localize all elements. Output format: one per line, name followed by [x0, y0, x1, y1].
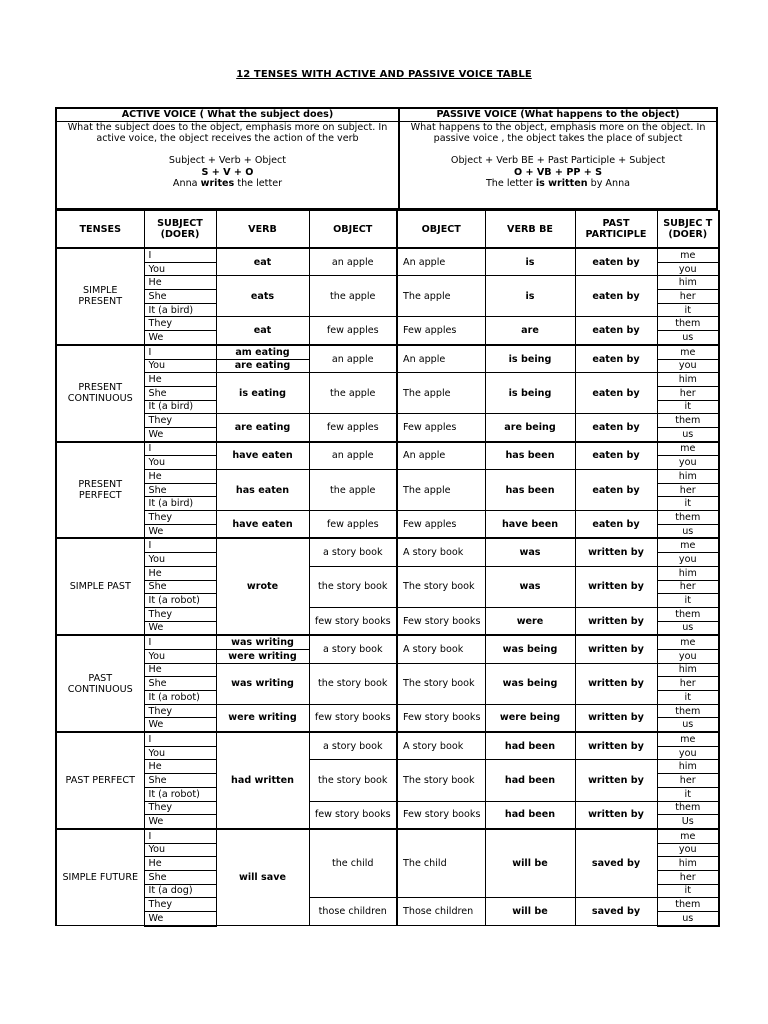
active-subject: He [144, 470, 216, 484]
passive-subject: him [657, 857, 719, 871]
active-subject: They [144, 801, 216, 815]
document-title: 12 TENSES WITH ACTIVE AND PASSIVE VOICE TABLE [236, 69, 532, 80]
past-participle: eaten by [575, 276, 657, 317]
passive-subject: you [657, 359, 719, 373]
active-subject: I [144, 248, 216, 262]
past-participle: written by [575, 566, 657, 607]
verb: have eaten [216, 442, 309, 470]
passive-subject: you [657, 262, 719, 276]
passive-subject: me [657, 829, 719, 843]
table-row [56, 276, 719, 290]
active-object: few story books [309, 704, 397, 732]
table-row [56, 317, 719, 331]
verb: are eating [216, 414, 309, 442]
tenses-table [55, 210, 720, 927]
verb: was writing [216, 635, 309, 649]
passive-object: The apple [397, 276, 485, 317]
passive-subject: us [657, 912, 719, 926]
verb-be: are [485, 317, 575, 345]
active-subject: I [144, 732, 216, 746]
header-active-object: OBJECT [309, 211, 397, 249]
active-object: the story book [309, 663, 397, 704]
active-subject: They [144, 511, 216, 525]
passive-voice-heading: PASSIVE VOICE (What happens to the object) [400, 109, 716, 122]
passive-subject: us [657, 331, 719, 345]
passive-subject: it [657, 691, 719, 705]
past-participle: written by [575, 760, 657, 801]
verb: had written [216, 732, 309, 829]
active-subject: It (a bird) [144, 400, 216, 414]
active-subject: She [144, 483, 216, 497]
voice-definitions [55, 107, 718, 210]
tense-name: PAST PERFECT [56, 732, 144, 829]
passive-subject: me [657, 248, 719, 262]
active-subject: You [144, 843, 216, 857]
active-object: a story book [309, 538, 397, 566]
past-participle: written by [575, 607, 657, 635]
passive-object: The child [397, 829, 485, 898]
passive-subject: him [657, 470, 719, 484]
active-subject: He [144, 566, 216, 580]
passive-subject: her [657, 483, 719, 497]
active-subject: They [144, 414, 216, 428]
passive-subject: us [657, 524, 719, 538]
past-participle: eaten by [575, 442, 657, 470]
active-subject: He [144, 373, 216, 387]
active-voice-box [57, 109, 400, 208]
active-subject: He [144, 276, 216, 290]
table-row [56, 442, 719, 456]
verb-be: had been [485, 801, 575, 829]
passive-subject: me [657, 635, 719, 649]
table-row [56, 470, 719, 484]
active-subject: They [144, 317, 216, 331]
past-participle: eaten by [575, 345, 657, 373]
active-object: the apple [309, 373, 397, 414]
passive-subject: it [657, 497, 719, 511]
active-object: the apple [309, 470, 397, 511]
verb: has eaten [216, 470, 309, 511]
passive-subject: me [657, 538, 719, 552]
verb-be: have been [485, 511, 575, 539]
table-row [56, 511, 719, 525]
active-subject: He [144, 663, 216, 677]
active-subject: You [144, 553, 216, 567]
active-subject: She [144, 386, 216, 400]
passive-object: Few apples [397, 511, 485, 539]
active-subject: We [144, 718, 216, 732]
passive-object: The apple [397, 470, 485, 511]
active-subject: You [144, 359, 216, 373]
passive-object: Those children [397, 898, 485, 926]
passive-subject: them [657, 801, 719, 815]
active-subject: You [144, 456, 216, 470]
table-row [56, 732, 719, 746]
active-subject: She [144, 774, 216, 788]
header-tenses: TENSES [56, 211, 144, 249]
active-subject: They [144, 607, 216, 621]
active-voice-heading: ACTIVE VOICE ( What the subject does) [57, 109, 398, 122]
table-row [56, 663, 719, 677]
table-row [56, 704, 719, 718]
passive-subject: them [657, 414, 719, 428]
passive-object: Few story books [397, 607, 485, 635]
verb-be: is being [485, 373, 575, 414]
past-participle: eaten by [575, 248, 657, 276]
verb-be: are being [485, 414, 575, 442]
active-object: an apple [309, 345, 397, 373]
passive-object: A story book [397, 635, 485, 663]
passive-object: An apple [397, 248, 485, 276]
active-voice-example: Anna writes the letter [172, 177, 283, 189]
active-subject: It (a bird) [144, 497, 216, 511]
active-subject: They [144, 898, 216, 912]
table-row [56, 345, 719, 359]
verb-be: is being [485, 345, 575, 373]
passive-subject: him [657, 276, 719, 290]
table-row [56, 635, 719, 649]
passive-subject: me [657, 732, 719, 746]
passive-voice-formula: Object + Verb BE + Past Participle + Subject [450, 155, 666, 167]
active-subject: You [144, 746, 216, 760]
active-subject: You [144, 649, 216, 663]
table-row [56, 538, 719, 552]
verb: wrote [216, 538, 309, 635]
passive-subject: him [657, 566, 719, 580]
passive-subject: him [657, 663, 719, 677]
active-object: few apples [309, 317, 397, 345]
verb-be: has been [485, 470, 575, 511]
passive-subject: it [657, 884, 719, 898]
verb: were writing [216, 704, 309, 732]
passive-subject: him [657, 373, 719, 387]
verb-be: was [485, 566, 575, 607]
active-subject: They [144, 704, 216, 718]
active-object: the story book [309, 566, 397, 607]
past-participle: written by [575, 663, 657, 704]
header-passive-subject: SUBJEC T (DOER) [657, 211, 719, 249]
passive-subject: her [657, 870, 719, 884]
tense-name: SIMPLE PAST [56, 538, 144, 635]
passive-voice-box [400, 109, 716, 208]
past-participle: saved by [575, 829, 657, 898]
passive-object: Few story books [397, 704, 485, 732]
active-subject: I [144, 442, 216, 456]
past-participle: eaten by [575, 373, 657, 414]
active-voice-short-formula: S + V + O [201, 166, 254, 178]
active-subject: I [144, 345, 216, 359]
passive-subject: you [657, 456, 719, 470]
verb-be: had been [485, 760, 575, 801]
past-participle: eaten by [575, 470, 657, 511]
active-voice-description: What the subject does to the object, emphasis more on subject. In active voice, the object receives the action of the verb [67, 122, 388, 145]
passive-subject: them [657, 511, 719, 525]
active-subject: I [144, 635, 216, 649]
tense-name: PRESENT PERFECT [56, 442, 144, 539]
passive-voice-example: The letter is written by Anna [485, 177, 631, 189]
passive-subject: them [657, 704, 719, 718]
active-subject: We [144, 331, 216, 345]
passive-subject: them [657, 898, 719, 912]
table-row [56, 829, 719, 843]
passive-subject: them [657, 607, 719, 621]
active-object: few story books [309, 607, 397, 635]
verb-be: was [485, 538, 575, 566]
passive-subject: us [657, 621, 719, 635]
verb-be: was being [485, 635, 575, 663]
table-row [56, 248, 719, 262]
verb-be: will be [485, 829, 575, 898]
tense-name: SIMPLE PRESENT [56, 248, 144, 345]
header-active-subject: SUBJECT (DOER) [144, 211, 216, 249]
passive-object: The apple [397, 373, 485, 414]
active-subject: I [144, 538, 216, 552]
active-subject: It (a dog) [144, 884, 216, 898]
passive-subject: me [657, 345, 719, 359]
passive-subject: us [657, 718, 719, 732]
tense-name: PAST CONTINUOUS [56, 635, 144, 732]
active-subject: We [144, 621, 216, 635]
active-subject: She [144, 290, 216, 304]
passive-subject: Us [657, 815, 719, 829]
verb-be: has been [485, 442, 575, 470]
verb: eat [216, 248, 309, 276]
passive-subject: us [657, 427, 719, 441]
passive-voice-description: What happens to the object, emphasis more on the object. In passive voice , the object takes the place of subject [410, 122, 706, 145]
passive-subject: her [657, 677, 719, 691]
active-subject: We [144, 815, 216, 829]
verb-be: is [485, 248, 575, 276]
verb-be: was being [485, 663, 575, 704]
active-subject: We [144, 427, 216, 441]
verb: eats [216, 276, 309, 317]
active-subject: We [144, 524, 216, 538]
verb: is eating [216, 373, 309, 414]
past-participle: eaten by [575, 511, 657, 539]
verb: will save [216, 829, 309, 926]
passive-object: An apple [397, 345, 485, 373]
table-row [56, 373, 719, 387]
verb-be: were [485, 607, 575, 635]
verb-be: is [485, 276, 575, 317]
table-row [56, 801, 719, 815]
header-verb: VERB [216, 211, 309, 249]
past-participle: saved by [575, 898, 657, 926]
table-row [56, 414, 719, 428]
header-past-participle: PAST PARTICIPLE [575, 211, 657, 249]
passive-subject: her [657, 774, 719, 788]
past-participle: eaten by [575, 414, 657, 442]
active-subject: It (a robot) [144, 787, 216, 801]
active-object: an apple [309, 248, 397, 276]
table-header-row [56, 211, 719, 249]
verb: eat [216, 317, 309, 345]
active-subject: He [144, 857, 216, 871]
past-participle: written by [575, 732, 657, 760]
passive-object: A story book [397, 732, 485, 760]
verb: was writing [216, 663, 309, 704]
passive-subject: him [657, 760, 719, 774]
active-object: the story book [309, 760, 397, 801]
active-object: an apple [309, 442, 397, 470]
passive-subject: it [657, 400, 719, 414]
passive-subject: it [657, 594, 719, 608]
table-row [56, 607, 719, 621]
verb: are eating [216, 359, 309, 373]
active-subject: It (a robot) [144, 594, 216, 608]
active-subject: She [144, 870, 216, 884]
active-subject: We [144, 912, 216, 926]
verb-be: were being [485, 704, 575, 732]
header-passive-object: OBJECT [397, 211, 485, 249]
active-object: few story books [309, 801, 397, 829]
table-body [56, 211, 719, 926]
active-object: those children [309, 898, 397, 926]
passive-subject: you [657, 649, 719, 663]
passive-object: Few apples [397, 414, 485, 442]
verb-be: will be [485, 898, 575, 926]
passive-subject: you [657, 746, 719, 760]
active-subject: She [144, 677, 216, 691]
active-object: a story book [309, 635, 397, 663]
verb: have eaten [216, 511, 309, 539]
active-subject: It (a robot) [144, 691, 216, 705]
past-participle: written by [575, 801, 657, 829]
active-object: few apples [309, 511, 397, 539]
passive-subject: you [657, 553, 719, 567]
active-object: the apple [309, 276, 397, 317]
passive-voice-short-formula: O + VB + PP + S [513, 166, 603, 178]
passive-subject: it [657, 787, 719, 801]
passive-subject: her [657, 580, 719, 594]
tense-name: PRESENT CONTINUOUS [56, 345, 144, 442]
passive-subject: me [657, 442, 719, 456]
verb: am eating [216, 345, 309, 359]
passive-subject: her [657, 290, 719, 304]
active-subject: It (a bird) [144, 303, 216, 317]
passive-object: The story book [397, 760, 485, 801]
active-subject: You [144, 262, 216, 276]
active-object: the child [309, 829, 397, 898]
passive-subject: it [657, 303, 719, 317]
table-row [56, 760, 719, 774]
passive-object: The story book [397, 566, 485, 607]
active-object: a story book [309, 732, 397, 760]
passive-object: Few story books [397, 801, 485, 829]
passive-object: An apple [397, 442, 485, 470]
passive-object: The story book [397, 663, 485, 704]
tense-name: SIMPLE FUTURE [56, 829, 144, 926]
table-row [56, 898, 719, 912]
active-object: few apples [309, 414, 397, 442]
past-participle: written by [575, 538, 657, 566]
passive-subject: you [657, 843, 719, 857]
past-participle: eaten by [575, 317, 657, 345]
past-participle: written by [575, 704, 657, 732]
passive-subject: them [657, 317, 719, 331]
verb: were writing [216, 649, 309, 663]
active-voice-formula: Subject + Verb + Object [168, 155, 287, 167]
active-subject: He [144, 760, 216, 774]
past-participle: written by [575, 635, 657, 663]
table-row [56, 566, 719, 580]
passive-object: A story book [397, 538, 485, 566]
verb-be: had been [485, 732, 575, 760]
passive-object: Few apples [397, 317, 485, 345]
active-subject: She [144, 580, 216, 594]
header-verb-be: VERB BE [485, 211, 575, 249]
passive-subject: her [657, 386, 719, 400]
active-subject: I [144, 829, 216, 843]
